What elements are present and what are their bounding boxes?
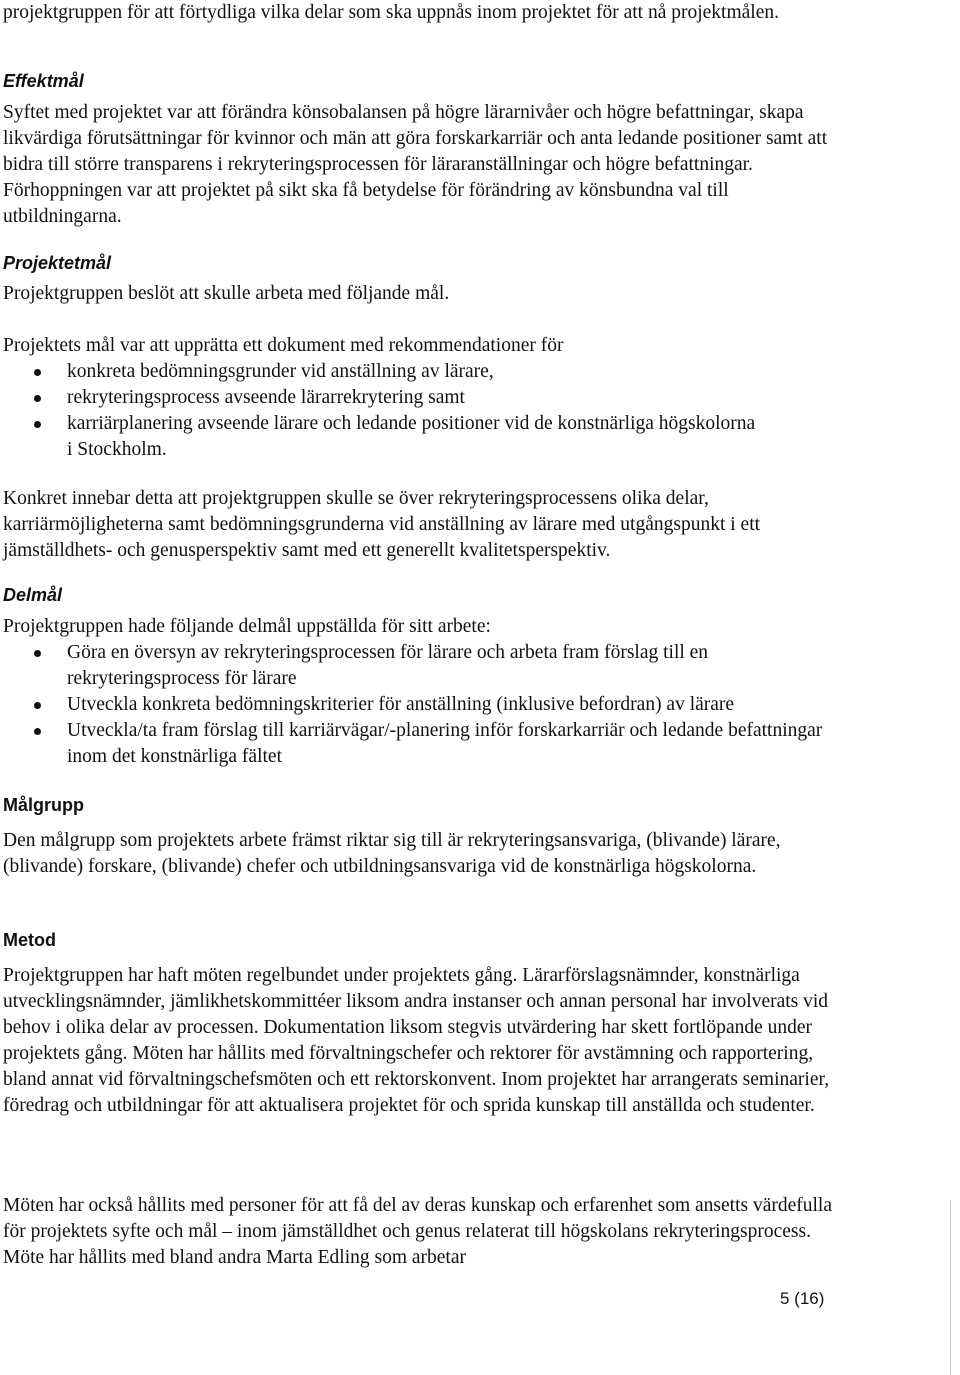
bullet-icon — [34, 395, 41, 402]
bullet-icon — [34, 650, 41, 657]
projektmal-paragraph-2: Projektets mål var att upprätta ett dokument med rekommendationer för — [3, 335, 564, 356]
list-item: Utveckla/ta fram förslag till karriärvägar/-planering inför forskarkarriär och ledande befattningar inom det konstnärliga fältet — [0, 718, 840, 770]
page-number: 5 (16) — [780, 1289, 825, 1308]
intro-paragraph: projektgruppen för att förtydliga vilka delar som ska uppnås inom projektet för att nå projektmålen. — [3, 2, 779, 23]
list-item: Utveckla konkreta bedömningskriterier för anställning (inklusive befordran) av lärare — [0, 692, 840, 718]
heading-effektmal: Effektmål — [3, 71, 84, 91]
bullet-icon — [34, 421, 41, 428]
metod-paragraph-2: Möten har också hållits med personer för att få del av deras kunskap och erfarenhet som ansetts värdefulla för projektets syfte och mål – inom jämställdhet och genus relaterat till högskolans rekryteringsprocess. Möte har hållits med bland andra Marta Edling som arbetar — [3, 1195, 832, 1268]
heading-metod: Metod — [3, 930, 56, 950]
heading-projektmal: Projektetmål — [3, 253, 112, 273]
projektmal-bullet-list — [0, 359, 760, 463]
heading-delmal: Delmål — [3, 585, 63, 605]
list-item: konkreta bedömningsgrunder vid anställning av lärare, — [0, 359, 760, 385]
metod-paragraph-1: Projektgruppen har haft möten regelbundet under projektets gång. Lärarförslagsnämnder, konstnärliga utvecklingsnämnder, jämlikhetskommittéer liksom andra instanser och annan personal har involverats vid behov i olika delar av processen. Dokumentation liksom stegvis utvärdering har skett fortlöpande under projektets gång. Möten har hållits med förvaltningschefer och rektorer för avstämning och rapportering, bland annat vid förvaltningschefsmöten och ett rektorskonvent. Inom projektet har arrangerats seminarier, föredrag och utbildningar för att aktualisera projektet för och sprida kunskap till anställda och studenter. — [3, 965, 830, 1116]
page-edge-divider — [950, 1200, 951, 1375]
bullet-icon — [34, 702, 41, 709]
delmal-bullet-list — [0, 640, 840, 770]
delmal-intro: Projektgruppen hade följande delmål uppställda för sitt arbete: — [3, 616, 491, 637]
projektmal-paragraph-3: Konkret innebar detta att projektgruppen skulle se över rekryteringsprocessens olika delar, karriärmöjligheterna samt bedömningsgrunderna vid anställning av lärare med utgångspunkt i ett jämställdhets- och genusperspektiv samt med ett generellt kvalitetsperspektiv. — [3, 488, 761, 561]
effektmal-paragraph: Syftet med projektet var att förändra könsobalansen på högre lärarnivåer och högre befattningar, skapa likvärdiga förutsättningar för kvinnor och män att göra forskarkarriär och anta ledande positioner samt att bidra till större transparens i rekryteringsprocessen för läraranställningar och högre befattningar. Förhoppningen var att projektet på sikt ska få betydelse för förändring av könsbundna val till utbildningarna. — [3, 102, 828, 227]
bullet-icon — [34, 728, 41, 735]
bullet-icon — [34, 369, 41, 376]
malgrupp-paragraph: Den målgrupp som projektets arbete främst riktar sig till är rekryteringsansvariga, (blivande) lärare, (blivande) forskare, (blivande) chefer och utbildningsansvariga vid de konstnärliga högskolorna. — [3, 830, 781, 877]
projektmal-paragraph-1: Projektgruppen beslöt att skulle arbeta med följande mål. — [3, 283, 450, 304]
list-item: rekryteringsprocess avseende lärarrekrytering samt — [0, 385, 760, 411]
list-item: karriärplanering avseende lärare och ledande positioner vid de konstnärliga högskolorna i Stockholm. — [0, 411, 760, 463]
list-item: Göra en översyn av rekryteringsprocessen för lärare och arbeta fram förslag till en rekryteringsprocess för lärare — [0, 640, 840, 692]
heading-malgrupp: Målgrupp — [3, 795, 84, 815]
